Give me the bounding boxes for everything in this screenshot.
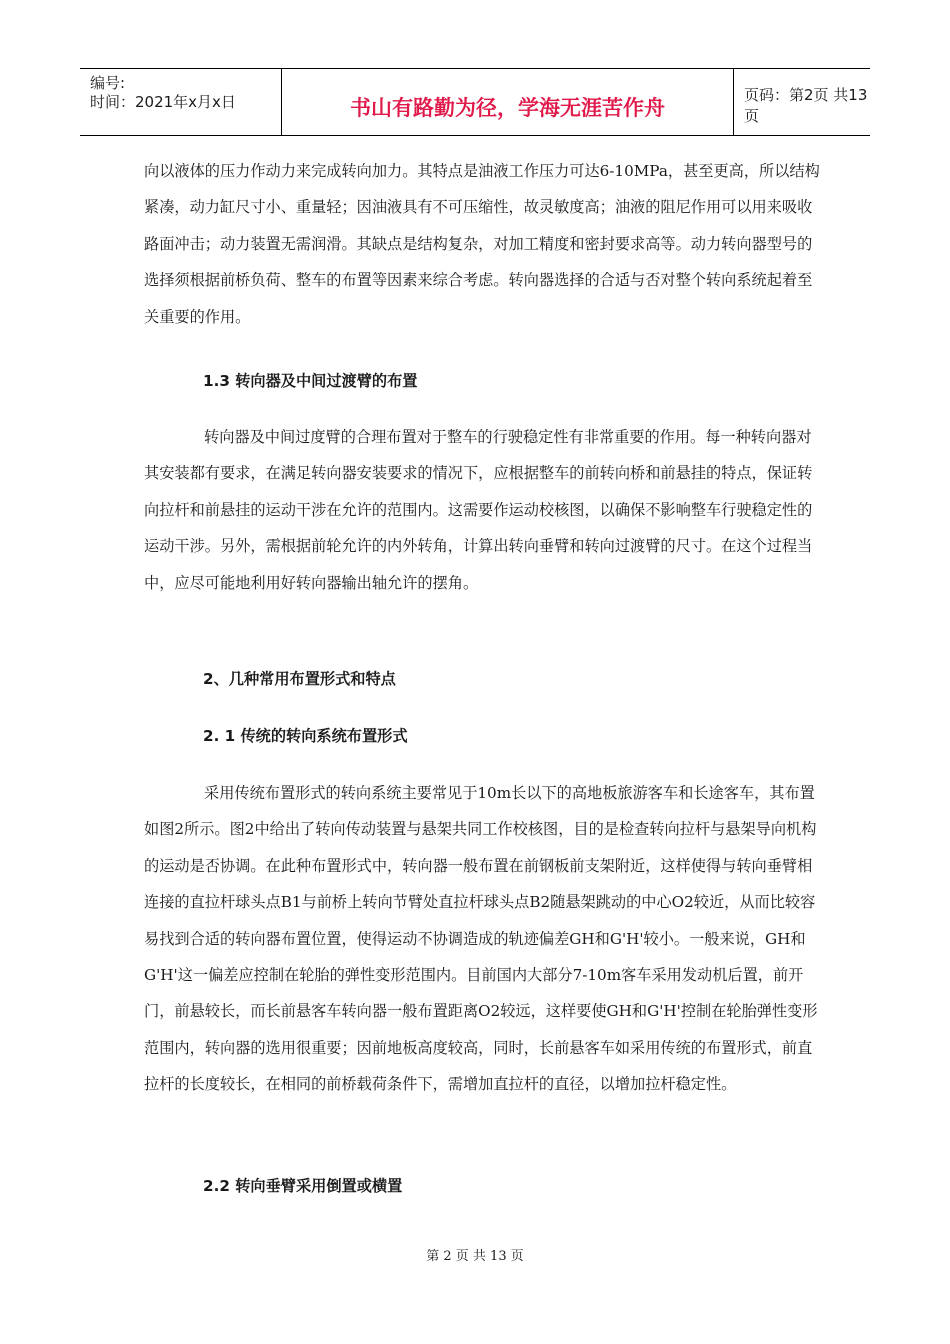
section-heading-2-1: 2. 1 传统的转向系统布置形式 [203, 727, 408, 745]
page-footer: 第 2 页 共 13 页 [426, 1249, 524, 1264]
header-motto-cell [282, 69, 734, 135]
header-page-cell [734, 69, 870, 135]
header-motto: 书山有路勤为径，学海无涯苦作舟 [350, 96, 665, 120]
paragraph-2: 转向器及中间过度臂的合理布置对于整车的行驶稳定性有非常重要的作用。每一种转向器对其安装都有要求，在满足转向器安装要求的情况下，应根据整车的前转向桥和前悬挂的特点，保证转向拉杆和前悬挂的运动干涉在允许的范围内。这需要作运动校核图，以确保不影响整车行驶稳定性的运动干涉。另外，需根据前轮允许的内外转角，计算出转向垂臂和转向过渡臂的尺寸。在这个过程当中，应尽可能地利用好转向器输出轴允许的摆角。 [144, 428, 813, 592]
time-label: 时间：2021年x月x日 [90, 93, 236, 111]
section-heading-2-2: 2.2 转向垂臂采用倒置或横置 [203, 1177, 403, 1195]
paragraph-3: 采用传统布置形式的转向系统主要常见于10m长以下的高地板旅游客车和长途客车，其布置如图2所示。图2中给出了转向传动装置与悬架共同工作校核图，目的是检查转向拉杆与悬架导向机构的运动是否协调。在此种布置形式中，转向器一般布置在前钢板前支架附近，这样使得与转向垂臂相连接的直拉杆球头点B1与前桥上转向节臂处直拉杆球头点B2随悬架跳动的中心O2较近，从而比较容易找到合适的转向器布置位置，使得运动不协调造成的轨迹偏差GH和G'H'较小。一般来说，GH和G'H'这一偏差应控制在轮胎的弹性变形范围内。目前国内大部分7-10m客车采用发动机后置，前开门，前悬较长，而长前悬客车转向器一般布置距离O2较远，这样要使GH和G'H'控制在轮胎弹性变形范围内，转向器的选用很重要；因前地板高度较高，同时，长前悬客车如采用传统的布置形式，前直拉杆的长度较长，在相同的前桥载荷条件下，需增加直拉杆的直径，以增加拉杆稳定性。 [144, 784, 818, 1094]
section-heading-1-3: 1.3 转向器及中间过渡臂的布置 [203, 372, 418, 390]
header-page-info: 页码：第2页 共13页 [744, 86, 868, 125]
section-heading-2: 2、几种常用布置形式和特点 [203, 670, 396, 688]
code-label: 编号: [90, 74, 126, 92]
paragraph-1: 向以液体的压力作动力来完成转向加力。其特点是油液工作压力可达6-10MPa，甚至更高，所以结构紧凑，动力缸尺寸小、重量轻；因油液具有不可压缩性，故灵敏度高；油液的阻尼作用可以用来吸收路面冲击；动力装置无需润滑。其缺点是结构复杂，对加工精度和密封要求高等。动力转向器型号的选择须根据前桥负荷、整车的布置等因素来综合考虑。转向器选择的合适与否对整个转向系统起着至关重要的作用。 [144, 162, 820, 326]
header-meta [80, 69, 282, 135]
document-header [80, 68, 870, 136]
